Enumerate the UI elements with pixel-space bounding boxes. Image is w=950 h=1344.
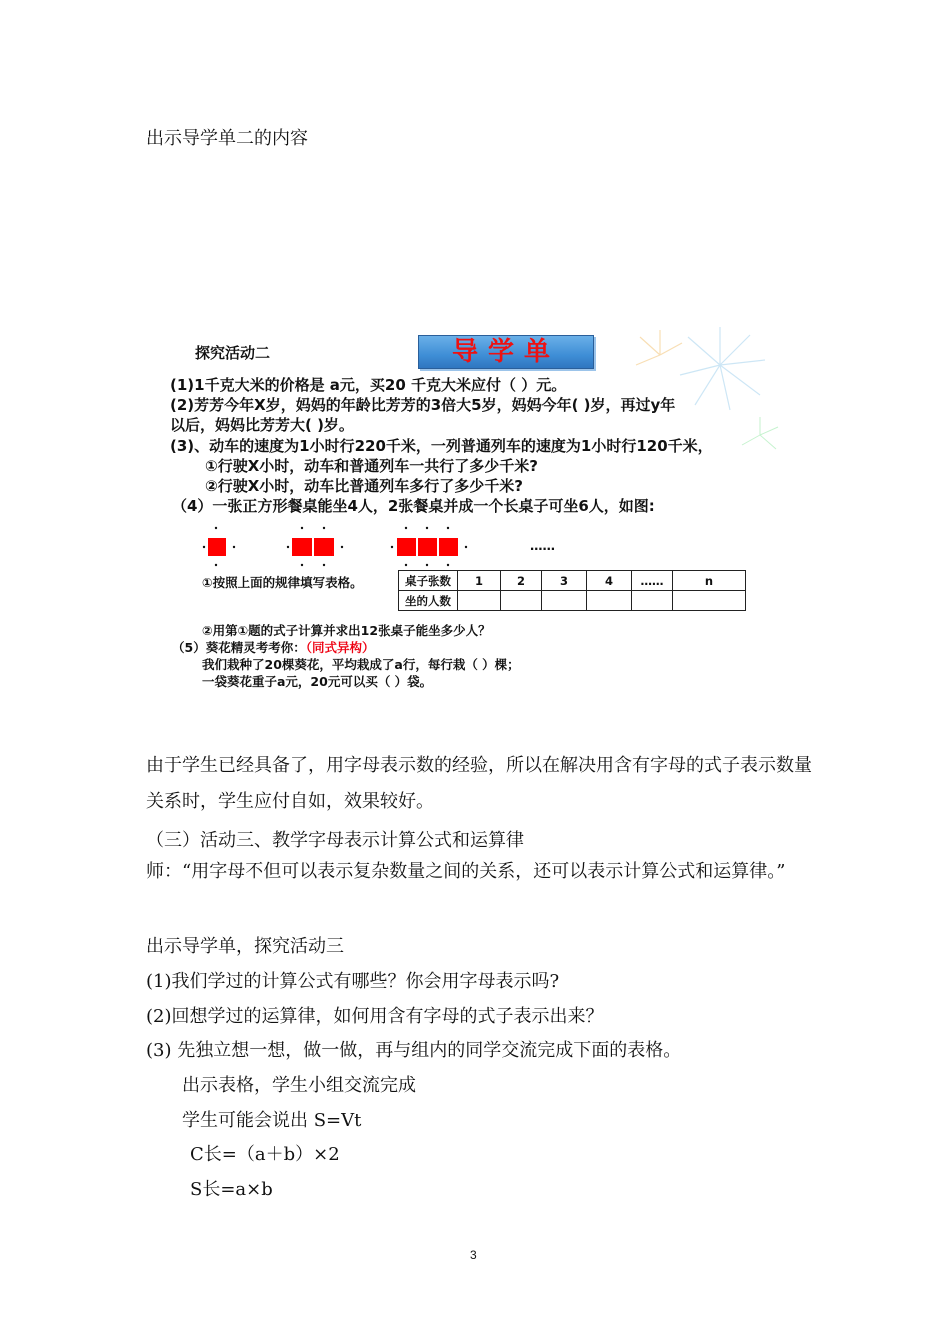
table-cell: [587, 591, 632, 611]
fill-in-table: [398, 570, 746, 611]
question-1: (1)1千克大米的价格是 a元，买20 千克大米应付（ ）元。: [170, 376, 567, 394]
paragraph-6: (2)回想学过的运算律，如何用含有字母的式子表示出来？: [146, 1006, 604, 1027]
table-row: [399, 571, 746, 591]
diagram-ellipsis: ……: [530, 538, 555, 553]
table-cell: 2: [501, 571, 542, 591]
worksheet-image: [160, 325, 800, 705]
banner: 导学单: [418, 335, 594, 369]
top-heading: 出示导学单二的内容: [146, 128, 308, 149]
table-cell: [542, 591, 587, 611]
formula-perimeter: C长=（a＋b）×2: [190, 1144, 340, 1165]
question-2b: 以后，妈妈比芳芳大( )岁。: [170, 416, 354, 434]
question-3-2: ②行驶X小时，动车比普通列车多行了多少千米?: [205, 477, 523, 495]
table-cell: 4: [587, 571, 632, 591]
table-row: [399, 591, 746, 611]
question-2a: (2)芳芳今年X岁，妈妈的年龄比芳芳的3倍大5岁，妈妈今年( )岁，再过y年: [170, 396, 676, 414]
table-cell: [458, 591, 501, 611]
table-cell: 3: [542, 571, 587, 591]
table-cell: [673, 591, 746, 611]
paragraph-3: 师：“用字母不但可以表示复杂数量之间的关系，还可以表示计算公式和运算律。”: [146, 861, 786, 882]
paragraph-8: 出示表格，学生小组交流完成: [182, 1075, 416, 1096]
question-3: (3)、动车的速度为1小时行220千米，一列普通列车的速度为1小时行120千米，: [170, 437, 713, 455]
table-cell: ……: [632, 571, 673, 591]
paragraph-5: (1)我们学过的计算公式有哪些？你会用字母表示吗?: [146, 971, 560, 992]
table-cell: 1: [458, 571, 501, 591]
question-4-1: ①按照上面的规律填写表格。: [202, 575, 363, 590]
question-3-1: ①行驶X小时，动车和普通列车一共行了多少千米?: [205, 457, 538, 475]
table-cell: 桌子张数: [399, 571, 458, 591]
table-cell: [632, 591, 673, 611]
table-cell: 坐的人数: [399, 591, 458, 611]
paragraph-9: 学生可能会说出 S=Vt: [182, 1110, 362, 1131]
paragraph-1: 由于学生已经具备了，用字母表示数的经验，所以在解决用含有字母的式子表示数量关系时，学生应付自如，效果较好。: [146, 755, 812, 812]
question-5-tag: （同式异构）: [305, 640, 375, 655]
paragraph-2: （三）活动三、教学字母表示计算公式和运算律: [146, 830, 524, 851]
question-5: （5）葵花精灵考考你：（同式异构）: [172, 640, 375, 655]
paragraph-7: (3) 先独立想一想，做一做，再与组内的同学交流完成下面的表格。: [146, 1040, 682, 1061]
seat-dots: [160, 325, 800, 585]
table-cell: [501, 591, 542, 611]
question-5a: 我们栽种了20棵葵花，平均栽成了a行，每行栽（ ）棵；: [202, 657, 520, 672]
activity-title: 探究活动二: [195, 344, 271, 362]
page-number: 3: [470, 1248, 477, 1262]
question-4: （4）一张正方形餐桌能坐4人，2张餐桌并成一个长桌子可坐6人，如图:: [172, 497, 655, 515]
formula-area: S长=a×b: [190, 1179, 273, 1200]
paragraph-4: 出示导学单，探究活动三: [146, 936, 344, 957]
question-4-2: ②用第①题的式子计算并求出12张桌子能坐多少人？: [202, 623, 491, 638]
table-cell: n: [673, 571, 746, 591]
question-5b: 一袋葵花重子a元，20元可以买（ ）袋。: [202, 674, 433, 689]
